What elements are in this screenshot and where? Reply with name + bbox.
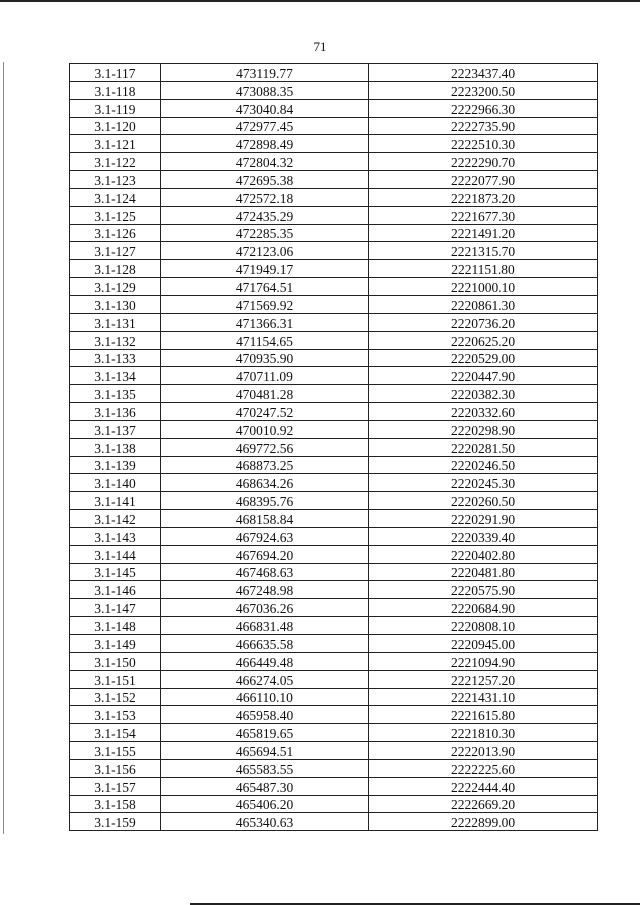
- point-id-cell: 3.1-158: [70, 795, 161, 813]
- table-row: [70, 688, 598, 706]
- table-row: [70, 403, 598, 421]
- table-row: [70, 313, 598, 331]
- table-row: [70, 581, 598, 599]
- point-id-cell: 3.1-117: [70, 64, 161, 82]
- point-id-cell: 3.1-124: [70, 188, 161, 206]
- table-row: [70, 367, 598, 385]
- table-row: [70, 813, 598, 831]
- y-coordinate-cell: 2220736.20: [369, 313, 598, 331]
- x-coordinate-cell: 468395.76: [161, 492, 369, 510]
- x-coordinate-cell: 472435.29: [161, 206, 369, 224]
- point-id-cell: 3.1-157: [70, 777, 161, 795]
- y-coordinate-cell: 2222444.40: [369, 777, 598, 795]
- x-coordinate-cell: 465487.30: [161, 777, 369, 795]
- point-id-cell: 3.1-150: [70, 652, 161, 670]
- point-id-cell: 3.1-118: [70, 81, 161, 99]
- table-row: [70, 706, 598, 724]
- x-coordinate-cell: 471949.17: [161, 260, 369, 278]
- point-id-cell: 3.1-159: [70, 813, 161, 831]
- y-coordinate-cell: 2221151.80: [369, 260, 598, 278]
- y-coordinate-cell: 2222966.30: [369, 99, 598, 117]
- y-coordinate-cell: 2220332.60: [369, 403, 598, 421]
- point-id-cell: 3.1-153: [70, 706, 161, 724]
- point-id-cell: 3.1-143: [70, 527, 161, 545]
- y-coordinate-cell: 2220382.30: [369, 385, 598, 403]
- y-coordinate-cell: 2221491.20: [369, 224, 598, 242]
- x-coordinate-cell: 472285.35: [161, 224, 369, 242]
- x-coordinate-cell: 468873.25: [161, 456, 369, 474]
- y-coordinate-cell: 2221094.90: [369, 652, 598, 670]
- table-row: [70, 153, 598, 171]
- point-id-cell: 3.1-156: [70, 759, 161, 777]
- point-id-cell: 3.1-142: [70, 510, 161, 528]
- point-id-cell: 3.1-137: [70, 420, 161, 438]
- x-coordinate-cell: 471366.31: [161, 313, 369, 331]
- point-id-cell: 3.1-129: [70, 278, 161, 296]
- x-coordinate-cell: 467036.26: [161, 599, 369, 617]
- point-id-cell: 3.1-155: [70, 742, 161, 760]
- table-row: [70, 99, 598, 117]
- table-row: [70, 81, 598, 99]
- y-coordinate-cell: 2223437.40: [369, 64, 598, 82]
- x-coordinate-cell: 472695.38: [161, 171, 369, 189]
- table-row: [70, 492, 598, 510]
- top-border-line: [0, 0, 640, 2]
- table-row: [70, 456, 598, 474]
- x-coordinate-cell: 470711.09: [161, 367, 369, 385]
- table-row: [70, 474, 598, 492]
- table-row: [70, 724, 598, 742]
- y-coordinate-cell: 2222013.90: [369, 742, 598, 760]
- x-coordinate-cell: 473088.35: [161, 81, 369, 99]
- y-coordinate-cell: 2220281.50: [369, 438, 598, 456]
- x-coordinate-cell: 470935.90: [161, 349, 369, 367]
- x-coordinate-cell: 471154.65: [161, 331, 369, 349]
- point-id-cell: 3.1-130: [70, 295, 161, 313]
- y-coordinate-cell: 2220402.80: [369, 545, 598, 563]
- y-coordinate-cell: 2221431.10: [369, 688, 598, 706]
- y-coordinate-cell: 2220625.20: [369, 331, 598, 349]
- y-coordinate-cell: 2220575.90: [369, 581, 598, 599]
- y-coordinate-cell: 2221873.20: [369, 188, 598, 206]
- x-coordinate-cell: 470010.92: [161, 420, 369, 438]
- y-coordinate-cell: 2220246.50: [369, 456, 598, 474]
- table-row: [70, 64, 598, 82]
- y-coordinate-cell: 2223200.50: [369, 81, 598, 99]
- x-coordinate-cell: 469772.56: [161, 438, 369, 456]
- point-id-cell: 3.1-134: [70, 367, 161, 385]
- x-coordinate-cell: 473040.84: [161, 99, 369, 117]
- table-row: [70, 652, 598, 670]
- table-row: [70, 670, 598, 688]
- x-coordinate-cell: 467468.63: [161, 563, 369, 581]
- y-coordinate-cell: 2220861.30: [369, 295, 598, 313]
- x-coordinate-cell: 466831.48: [161, 617, 369, 635]
- y-coordinate-cell: 2222669.20: [369, 795, 598, 813]
- point-id-cell: 3.1-147: [70, 599, 161, 617]
- point-id-cell: 3.1-128: [70, 260, 161, 278]
- table-row: [70, 759, 598, 777]
- y-coordinate-cell: 2222510.30: [369, 135, 598, 153]
- x-coordinate-cell: 472898.49: [161, 135, 369, 153]
- page-number: 71: [313, 39, 327, 54]
- y-coordinate-cell: 2220447.90: [369, 367, 598, 385]
- table-row: [70, 224, 598, 242]
- table-row: [70, 188, 598, 206]
- y-coordinate-cell: 2220291.90: [369, 510, 598, 528]
- point-id-cell: 3.1-133: [70, 349, 161, 367]
- table-row: [70, 349, 598, 367]
- x-coordinate-cell: 471764.51: [161, 278, 369, 296]
- x-coordinate-cell: 472977.45: [161, 117, 369, 135]
- y-coordinate-cell: 2221615.80: [369, 706, 598, 724]
- table-row: [70, 545, 598, 563]
- table-row: [70, 742, 598, 760]
- table-row: [70, 599, 598, 617]
- table-row: [70, 527, 598, 545]
- y-coordinate-cell: 2220945.00: [369, 635, 598, 653]
- y-coordinate-cell: 2220684.90: [369, 599, 598, 617]
- y-coordinate-cell: 2221000.10: [369, 278, 598, 296]
- x-coordinate-cell: 468634.26: [161, 474, 369, 492]
- point-id-cell: 3.1-140: [70, 474, 161, 492]
- table-row: [70, 385, 598, 403]
- point-id-cell: 3.1-139: [70, 456, 161, 474]
- x-coordinate-cell: 470481.28: [161, 385, 369, 403]
- table-row: [70, 510, 598, 528]
- point-id-cell: 3.1-121: [70, 135, 161, 153]
- x-coordinate-cell: 466110.10: [161, 688, 369, 706]
- x-coordinate-cell: 467694.20: [161, 545, 369, 563]
- y-coordinate-cell: 2222899.00: [369, 813, 598, 831]
- table-row: [70, 117, 598, 135]
- table-row: [70, 295, 598, 313]
- table-row: [70, 795, 598, 813]
- x-coordinate-cell: 472123.06: [161, 242, 369, 260]
- x-coordinate-cell: 465583.55: [161, 759, 369, 777]
- table-row: [70, 171, 598, 189]
- x-coordinate-cell: 472572.18: [161, 188, 369, 206]
- table-row: [70, 331, 598, 349]
- point-id-cell: 3.1-120: [70, 117, 161, 135]
- point-id-cell: 3.1-146: [70, 581, 161, 599]
- coordinates-table: [69, 63, 598, 831]
- x-coordinate-cell: 473119.77: [161, 64, 369, 82]
- x-coordinate-cell: 468158.84: [161, 510, 369, 528]
- x-coordinate-cell: 471569.92: [161, 295, 369, 313]
- y-coordinate-cell: 2222077.90: [369, 171, 598, 189]
- table-row: [70, 242, 598, 260]
- x-coordinate-cell: 465958.40: [161, 706, 369, 724]
- coordinates-table-body: [70, 64, 598, 831]
- point-id-cell: 3.1-152: [70, 688, 161, 706]
- y-coordinate-cell: 2220339.40: [369, 527, 598, 545]
- point-id-cell: 3.1-122: [70, 153, 161, 171]
- y-coordinate-cell: 2221677.30: [369, 206, 598, 224]
- point-id-cell: 3.1-127: [70, 242, 161, 260]
- table-row: [70, 135, 598, 153]
- point-id-cell: 3.1-125: [70, 206, 161, 224]
- point-id-cell: 3.1-136: [70, 403, 161, 421]
- x-coordinate-cell: 465340.63: [161, 813, 369, 831]
- y-coordinate-cell: 2221315.70: [369, 242, 598, 260]
- point-id-cell: 3.1-151: [70, 670, 161, 688]
- point-id-cell: 3.1-126: [70, 224, 161, 242]
- y-coordinate-cell: 2222225.60: [369, 759, 598, 777]
- x-coordinate-cell: 466274.05: [161, 670, 369, 688]
- y-coordinate-cell: 2220260.50: [369, 492, 598, 510]
- x-coordinate-cell: 466449.48: [161, 652, 369, 670]
- table-row: [70, 617, 598, 635]
- y-coordinate-cell: 2220298.90: [369, 420, 598, 438]
- x-coordinate-cell: 465406.20: [161, 795, 369, 813]
- x-coordinate-cell: 470247.52: [161, 403, 369, 421]
- point-id-cell: 3.1-119: [70, 99, 161, 117]
- y-coordinate-cell: 2220529.00: [369, 349, 598, 367]
- table-row: [70, 438, 598, 456]
- point-id-cell: 3.1-141: [70, 492, 161, 510]
- x-coordinate-cell: 467924.63: [161, 527, 369, 545]
- table-row: [70, 278, 598, 296]
- scan-left-edge-line: [3, 62, 4, 834]
- point-id-cell: 3.1-131: [70, 313, 161, 331]
- point-id-cell: 3.1-154: [70, 724, 161, 742]
- point-id-cell: 3.1-144: [70, 545, 161, 563]
- x-coordinate-cell: 465694.51: [161, 742, 369, 760]
- table-row: [70, 777, 598, 795]
- table-row: [70, 420, 598, 438]
- x-coordinate-cell: 465819.65: [161, 724, 369, 742]
- x-coordinate-cell: 466635.58: [161, 635, 369, 653]
- point-id-cell: 3.1-138: [70, 438, 161, 456]
- y-coordinate-cell: 2220481.80: [369, 563, 598, 581]
- y-coordinate-cell: 2220808.10: [369, 617, 598, 635]
- x-coordinate-cell: 472804.32: [161, 153, 369, 171]
- point-id-cell: 3.1-132: [70, 331, 161, 349]
- point-id-cell: 3.1-149: [70, 635, 161, 653]
- point-id-cell: 3.1-148: [70, 617, 161, 635]
- table-row: [70, 635, 598, 653]
- x-coordinate-cell: 467248.98: [161, 581, 369, 599]
- point-id-cell: 3.1-123: [70, 171, 161, 189]
- point-id-cell: 3.1-145: [70, 563, 161, 581]
- y-coordinate-cell: 2221810.30: [369, 724, 598, 742]
- y-coordinate-cell: 2222290.70: [369, 153, 598, 171]
- table-row: [70, 563, 598, 581]
- y-coordinate-cell: 2222735.90: [369, 117, 598, 135]
- table-row: [70, 206, 598, 224]
- table-row: [70, 260, 598, 278]
- y-coordinate-cell: 2221257.20: [369, 670, 598, 688]
- y-coordinate-cell: 2220245.30: [369, 474, 598, 492]
- point-id-cell: 3.1-135: [70, 385, 161, 403]
